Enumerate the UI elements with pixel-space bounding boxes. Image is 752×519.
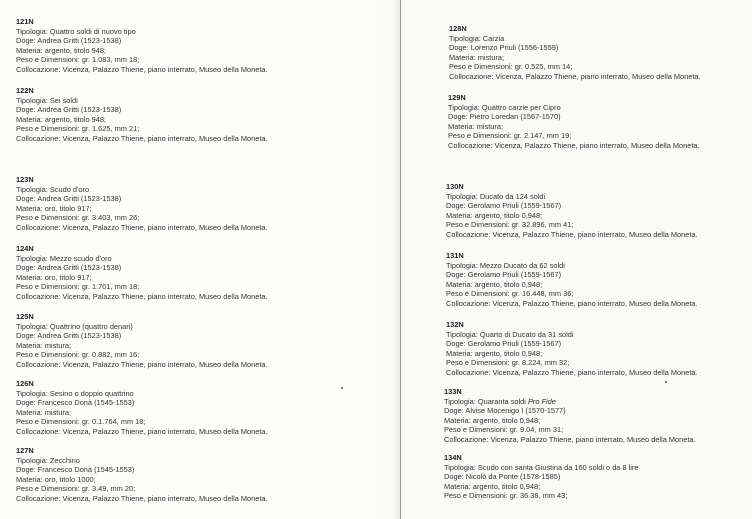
entry-doge: Andrea Gritti (1523-1538) bbox=[37, 36, 122, 46]
entry-peso: gr. 36.38, mm 43; bbox=[509, 491, 568, 501]
entry-peso: gr. 1.701, mm 18; bbox=[81, 282, 140, 292]
entry-materia: mistura; bbox=[477, 52, 505, 62]
entry-code: 133N bbox=[444, 387, 462, 396]
label-doge: Doge: bbox=[446, 339, 466, 349]
label-doge: Doge: bbox=[16, 105, 36, 115]
catalog-entry bbox=[16, 244, 268, 302]
entry-peso: gr. 3.403, mm 26; bbox=[81, 213, 140, 223]
label-tipologia: Tipologia: bbox=[16, 388, 48, 398]
entry-code: 128N bbox=[449, 24, 467, 33]
entry-code: 127N bbox=[16, 446, 34, 455]
entry-peso: gr. 3.49, mm 20; bbox=[81, 484, 136, 494]
entry-code: 132N bbox=[446, 320, 464, 329]
label-collocazione: Collocazione: bbox=[16, 291, 61, 301]
label-doge: Doge: bbox=[446, 201, 466, 211]
label-doge: Doge: bbox=[16, 398, 36, 408]
label-doge: Doge: bbox=[16, 263, 36, 273]
label-collocazione: Collocazione: bbox=[16, 222, 61, 232]
entry-doge: Gerolamo Priuli (1559-1567) bbox=[467, 270, 562, 280]
label-peso: Peso e Dimensioni: bbox=[16, 55, 80, 65]
entry-materia: mistura; bbox=[44, 340, 72, 350]
label-tipologia: Tipologia: bbox=[446, 260, 478, 270]
label-peso: Peso e Dimensioni: bbox=[16, 417, 80, 427]
entry-collocazione: Vicenza, Palazzo Thiene, piano interrato, Museo della Moneta. bbox=[62, 359, 268, 369]
label-materia: Materia: bbox=[16, 474, 43, 484]
entry-code: 121N bbox=[16, 17, 34, 26]
label-doge: Doge: bbox=[444, 472, 464, 482]
entry-materia: argento, titolo 0,948; bbox=[472, 415, 541, 425]
print-speck bbox=[665, 381, 667, 383]
entry-doge: Gerolamo Priuli (1559-1567) bbox=[467, 201, 562, 211]
label-materia: Materia: bbox=[444, 481, 471, 491]
entry-code: 126N bbox=[16, 379, 34, 388]
entry-collocazione: Vicenza, Palazzo Thiene, piano interrato, Museo della Moneta. bbox=[62, 64, 268, 74]
label-tipologia: Tipologia: bbox=[16, 26, 48, 36]
label-tipologia: Tipologia: bbox=[446, 191, 478, 201]
label-materia: Materia: bbox=[16, 45, 43, 55]
label-doge: Doge: bbox=[446, 270, 466, 280]
entry-materia: oro, titolo 1000; bbox=[44, 474, 96, 484]
entry-code: 125N bbox=[16, 312, 34, 321]
label-peso: Peso e Dimensioni: bbox=[16, 124, 80, 134]
entry-collocazione: Vicenza, Palazzo Thiene, piano interrato, Museo della Moneta. bbox=[494, 140, 700, 150]
label-collocazione: Collocazione: bbox=[16, 493, 61, 503]
label-materia: Materia: bbox=[446, 348, 473, 358]
entry-doge: Pietro Loredan (1567-1570) bbox=[469, 112, 561, 122]
entry-collocazione: Vicenza, Palazzo Thiene, piano interrato, Museo della Moneta. bbox=[495, 71, 701, 81]
entry-doge: Francesco Donà (1545-1553) bbox=[37, 398, 135, 408]
entry-materia: argento, titolo 948; bbox=[44, 114, 106, 124]
entry-peso: gr. 16.448, mm 36; bbox=[511, 289, 574, 299]
label-collocazione: Collocazione: bbox=[449, 71, 494, 81]
label-materia: Materia: bbox=[449, 52, 476, 62]
entry-tipologia: Quarto di Ducato da 31 soldi bbox=[479, 329, 574, 339]
entry-tipologia: Ducato da 124 soldi bbox=[479, 191, 546, 201]
entry-collocazione: Vicenza, Palazzo Thiene, piano interrato, Museo della Moneta. bbox=[62, 133, 268, 143]
label-materia: Materia: bbox=[446, 210, 473, 220]
entry-doge: Nicolò da Ponte (1578-1585) bbox=[465, 472, 561, 482]
entry-materia: argento, titolo 0,948; bbox=[472, 481, 541, 491]
label-peso: Peso e Dimensioni: bbox=[16, 350, 80, 360]
label-peso: Peso e Dimensioni: bbox=[444, 425, 508, 435]
catalog-entry bbox=[16, 86, 268, 144]
label-collocazione: Collocazione: bbox=[446, 229, 491, 239]
label-materia: Materia: bbox=[16, 340, 43, 350]
entry-materia: oro, titolo 917; bbox=[44, 203, 92, 213]
entry-tipologia: Quattro soldi di nuovo tipo bbox=[49, 26, 136, 36]
label-peso: Peso e Dimensioni: bbox=[16, 213, 80, 223]
entry-collocazione: Vicenza, Palazzo Thiene, piano interrato, Museo della Moneta. bbox=[492, 229, 698, 239]
entry-peso: gr. 0.525, mm 14; bbox=[514, 62, 573, 72]
entry-materia: argento, titolo 0,948; bbox=[474, 210, 543, 220]
label-doge: Doge: bbox=[16, 465, 36, 475]
entry-peso: gr. 8.224, mm 32; bbox=[511, 358, 570, 368]
entry-collocazione: Vicenza, Palazzo Thiene, piano interrato, Museo della Moneta. bbox=[62, 426, 268, 436]
label-peso: Peso e Dimensioni: bbox=[446, 220, 510, 230]
label-collocazione: Collocazione: bbox=[16, 133, 61, 143]
entry-peso: gr. 9.04, mm 31; bbox=[509, 425, 564, 435]
label-collocazione: Collocazione: bbox=[16, 64, 61, 74]
entry-peso: gr. 1.083, mm 18; bbox=[81, 55, 140, 65]
entry-tipologia: Zecchino bbox=[49, 455, 80, 465]
entry-collocazione: Vicenza, Palazzo Thiene, piano interrato, Museo della Moneta. bbox=[62, 222, 268, 232]
label-tipologia: Tipologia: bbox=[16, 184, 48, 194]
label-peso: Peso e Dimensioni: bbox=[16, 484, 80, 494]
catalog-entry bbox=[444, 387, 696, 445]
entry-collocazione: Vicenza, Palazzo Thiene, piano interrato, Museo della Moneta. bbox=[62, 291, 268, 301]
catalog-entry bbox=[444, 453, 639, 501]
label-materia: Materia: bbox=[16, 407, 43, 417]
entry-code: 130N bbox=[446, 182, 464, 191]
entry-doge: Andrea Gritti (1523-1538) bbox=[37, 105, 122, 115]
catalog-entry bbox=[449, 24, 701, 82]
entry-code: 123N bbox=[16, 175, 34, 184]
catalog-entry bbox=[446, 320, 698, 378]
entry-doge: Alvise Mocenigo I (1570-1577) bbox=[465, 406, 566, 416]
catalog-entry bbox=[16, 379, 268, 437]
catalog-entry bbox=[446, 182, 698, 240]
label-collocazione: Collocazione: bbox=[448, 140, 493, 150]
label-collocazione: Collocazione: bbox=[446, 298, 491, 308]
label-tipologia: Tipologia: bbox=[444, 462, 476, 472]
label-collocazione: Collocazione: bbox=[446, 367, 491, 377]
label-collocazione: Collocazione: bbox=[16, 426, 61, 436]
print-speck bbox=[341, 387, 343, 389]
label-doge: Doge: bbox=[16, 194, 36, 204]
label-materia: Materia: bbox=[16, 203, 43, 213]
label-peso: Peso e Dimensioni: bbox=[444, 491, 508, 501]
entry-tipologia-italic: Pro Fide bbox=[527, 396, 556, 406]
entry-tipologia: Mezzo Ducato da 62 soldi bbox=[479, 260, 565, 270]
label-tipologia: Tipologia: bbox=[16, 95, 48, 105]
entry-doge: Gerolamo Priuli (1559-1567) bbox=[467, 339, 562, 349]
entry-tipologia: Sesino o doppio quattrino bbox=[49, 388, 134, 398]
label-peso: Peso e Dimensioni: bbox=[449, 62, 513, 72]
label-collocazione: Collocazione: bbox=[444, 434, 489, 444]
entry-tipologia: Sei soldi bbox=[49, 95, 78, 105]
entry-doge: Andrea Gritti (1523-1538) bbox=[37, 194, 122, 204]
entry-materia: mistura; bbox=[44, 407, 72, 417]
entry-peso: gr. 1.625, mm 21; bbox=[81, 124, 140, 134]
label-peso: Peso e Dimensioni: bbox=[446, 358, 510, 368]
catalog-entry bbox=[16, 446, 268, 504]
label-doge: Doge: bbox=[449, 43, 469, 53]
entry-code: 131N bbox=[446, 251, 464, 260]
label-doge: Doge: bbox=[16, 36, 36, 46]
entry-peso: gr. 0.1.764, mm 18; bbox=[81, 417, 146, 427]
catalog-entry bbox=[446, 251, 698, 309]
label-peso: Peso e Dimensioni: bbox=[446, 289, 510, 299]
entry-collocazione: Vicenza, Palazzo Thiene, piano interrato, Museo della Moneta. bbox=[492, 298, 698, 308]
entry-materia: argento, titolo 0,948; bbox=[474, 279, 543, 289]
entry-code: 122N bbox=[16, 86, 34, 95]
entry-materia: oro, titolo 917; bbox=[44, 272, 92, 282]
entry-tipologia: Scudo d'oro bbox=[49, 184, 90, 194]
entry-tipologia: Carzia bbox=[482, 33, 505, 43]
entry-collocazione: Vicenza, Palazzo Thiene, piano interrato, Museo della Moneta. bbox=[490, 434, 696, 444]
catalog-entry bbox=[448, 93, 700, 151]
label-peso: Peso e Dimensioni: bbox=[448, 131, 512, 141]
label-materia: Materia: bbox=[16, 272, 43, 282]
entry-doge: Andrea Gritti (1523-1538) bbox=[37, 331, 122, 341]
entry-code: 129N bbox=[448, 93, 466, 102]
label-tipologia: Tipologia: bbox=[448, 102, 480, 112]
label-materia: Materia: bbox=[446, 279, 473, 289]
catalog-entry bbox=[16, 312, 268, 370]
entry-peso: gr. 2.147, mm 19; bbox=[513, 131, 572, 141]
entry-peso: gr. 0.882, mm 16; bbox=[81, 350, 140, 360]
entry-collocazione: Vicenza, Palazzo Thiene, piano interrato, Museo della Moneta. bbox=[492, 367, 698, 377]
entry-doge: Lorenzo Priuli (1556-1559) bbox=[470, 43, 559, 53]
entry-materia: argento, titolo 948; bbox=[44, 45, 106, 55]
label-tipologia: Tipologia: bbox=[449, 33, 481, 43]
entry-code: 134N bbox=[444, 453, 462, 462]
label-collocazione: Collocazione: bbox=[16, 359, 61, 369]
entry-materia: argento, titolo 0,948; bbox=[474, 348, 543, 358]
entry-peso: gr. 32.896, mm 41; bbox=[511, 220, 574, 230]
label-materia: Materia: bbox=[16, 114, 43, 124]
label-doge: Doge: bbox=[444, 406, 464, 416]
label-doge: Doge: bbox=[16, 331, 36, 341]
entry-code: 124N bbox=[16, 244, 34, 253]
label-materia: Materia: bbox=[444, 415, 471, 425]
book-gutter bbox=[400, 0, 401, 519]
label-tipologia: Tipologia: bbox=[446, 329, 478, 339]
book-gutter-shadow bbox=[392, 0, 400, 519]
entry-doge: Francesco Donà (1545-1553) bbox=[37, 465, 135, 475]
label-peso: Peso e Dimensioni: bbox=[16, 282, 80, 292]
catalog-entry bbox=[16, 17, 268, 75]
label-tipologia: Tipologia: bbox=[16, 455, 48, 465]
entry-materia: mistura; bbox=[476, 121, 504, 131]
entry-doge: Andrea Gritti (1523-1538) bbox=[37, 263, 122, 273]
entry-tipologia: Quattro carzie per Cipro bbox=[481, 102, 561, 112]
label-tipologia: Tipologia: bbox=[444, 396, 476, 406]
label-tipologia: Tipologia: bbox=[16, 253, 48, 263]
label-tipologia: Tipologia: bbox=[16, 321, 48, 331]
entry-tipologia: Quaranta soldi bbox=[477, 396, 528, 406]
entry-collocazione: Vicenza, Palazzo Thiene, piano interrato, Museo della Moneta. bbox=[62, 493, 268, 503]
catalog-entry bbox=[16, 175, 268, 233]
label-materia: Materia: bbox=[448, 121, 475, 131]
entry-tipologia: Quattrino (quattro denari) bbox=[49, 321, 133, 331]
entry-tipologia: Mezzo scudo d'oro bbox=[49, 253, 112, 263]
label-doge: Doge: bbox=[448, 112, 468, 122]
entry-tipologia: Scudo con santa Giustina da 160 soldi o da 8 lire bbox=[477, 462, 639, 472]
